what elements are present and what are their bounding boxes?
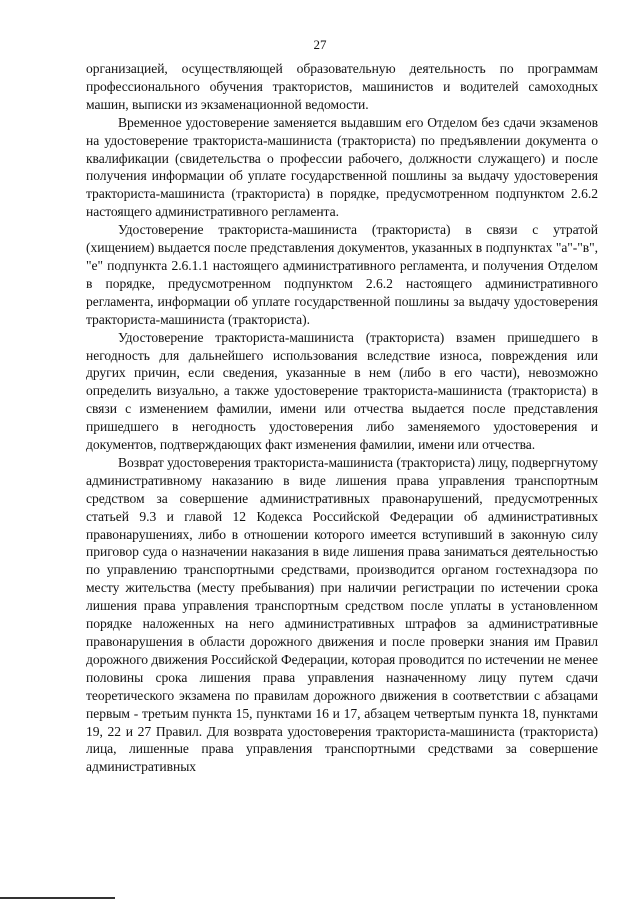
document-body (86, 60, 598, 776)
paragraph-return-after-deprivation: Возврат удостоверения тракториста-машиниста (тракториста) лицу, подвергнутому административному наказанию в виде лишения права управления транспортным средством за совершение административных правонарушений, предусмотренных статьей 9.3 и главой 12 Кодекса Российской Федерации об административных правонарушениях, либо в отношении которого имеется вступивший в законную силу приговор суда о назначении наказания в виде лишения права заниматься деятельностью по управлению транспортными средствами, производится органом гостехнадзора по месту жительства (месту пребывания) при наличии регистрации по истечении срока лишения права управления транспортным средством после уплаты в установленном порядке наложенных на него административных штрафов за административные правонарушения в области дорожного движения и после проверки знания им Правил дорожного движения Российской Федерации, которая проводится по истечении не менее половины срока лишения права управления назначенному лицу путем сдачи теоретического экзамена по правилам дорожного движения в соответствии с абзацами первым - третьим пункта 15, пунктами 16 и 17, абзацем четвертым пункта 18, пунктами 19, 22 и 27 Правил. Для возврата удостоверения тракториста-машиниста (тракториста) лица, лишенные права управления транспортными средствами за совершение административных (86, 454, 599, 775)
paragraph-damaged-replacement: Удостоверение тракториста-машиниста (тракториста) взамен пришедшего в негодность для дальнейшего использования вследствие износа, повреждения или других причин, если сведения, указанные в нем (либо в его части), невозможно определить визуально, а также удостоверение тракториста-машиниста (тракториста) в связи с изменением фамилии, имени или отчества выдается после представления пришедшего в негодность удостоверения либо заменяемого удостоверения и документов, подтверждающих факт изменения фамилии, имени или отчества. (86, 329, 598, 453)
paragraph-continuation: организацией, осуществляющей образовательную деятельность по программам профессионального обучения трактористов, машинистов и водителей самоходных машин, выписки из экзаменационной ведомости. (86, 61, 598, 112)
footnote-divider (0, 897, 115, 899)
paragraph-temporary-certificate: Временное удостоверение заменяется выдавшим его Отделом без сдачи экзаменов на удостоверение тракториста-машиниста (тракториста) по предъявлении документа о квалификации (свидетельства о профессии рабочего, должности служащего) и после получения информации об уплате государственной пошлины за выдачу удостоверения тракториста-машиниста (тракториста) в порядке, предусмотренном подпунктом 2.6.2 настоящего административного регламента. (86, 114, 598, 220)
paragraph-loss-theft: Удостоверение тракториста-машиниста (тракториста) в связи с утратой (хищением) выдается после представления документов, указанных в подпунктах "а"-"в", "е" подпункта 2.6.1.1 настоящего административного регламента, и получения Отделом в порядке, предусмотренном подпунктом 2.6.2 настоящего административного регламента, информации об уплате государственной пошлины за выдачу удостоверения тракториста-машиниста (тракториста). (86, 222, 598, 327)
page-number: 27 (313, 37, 327, 52)
